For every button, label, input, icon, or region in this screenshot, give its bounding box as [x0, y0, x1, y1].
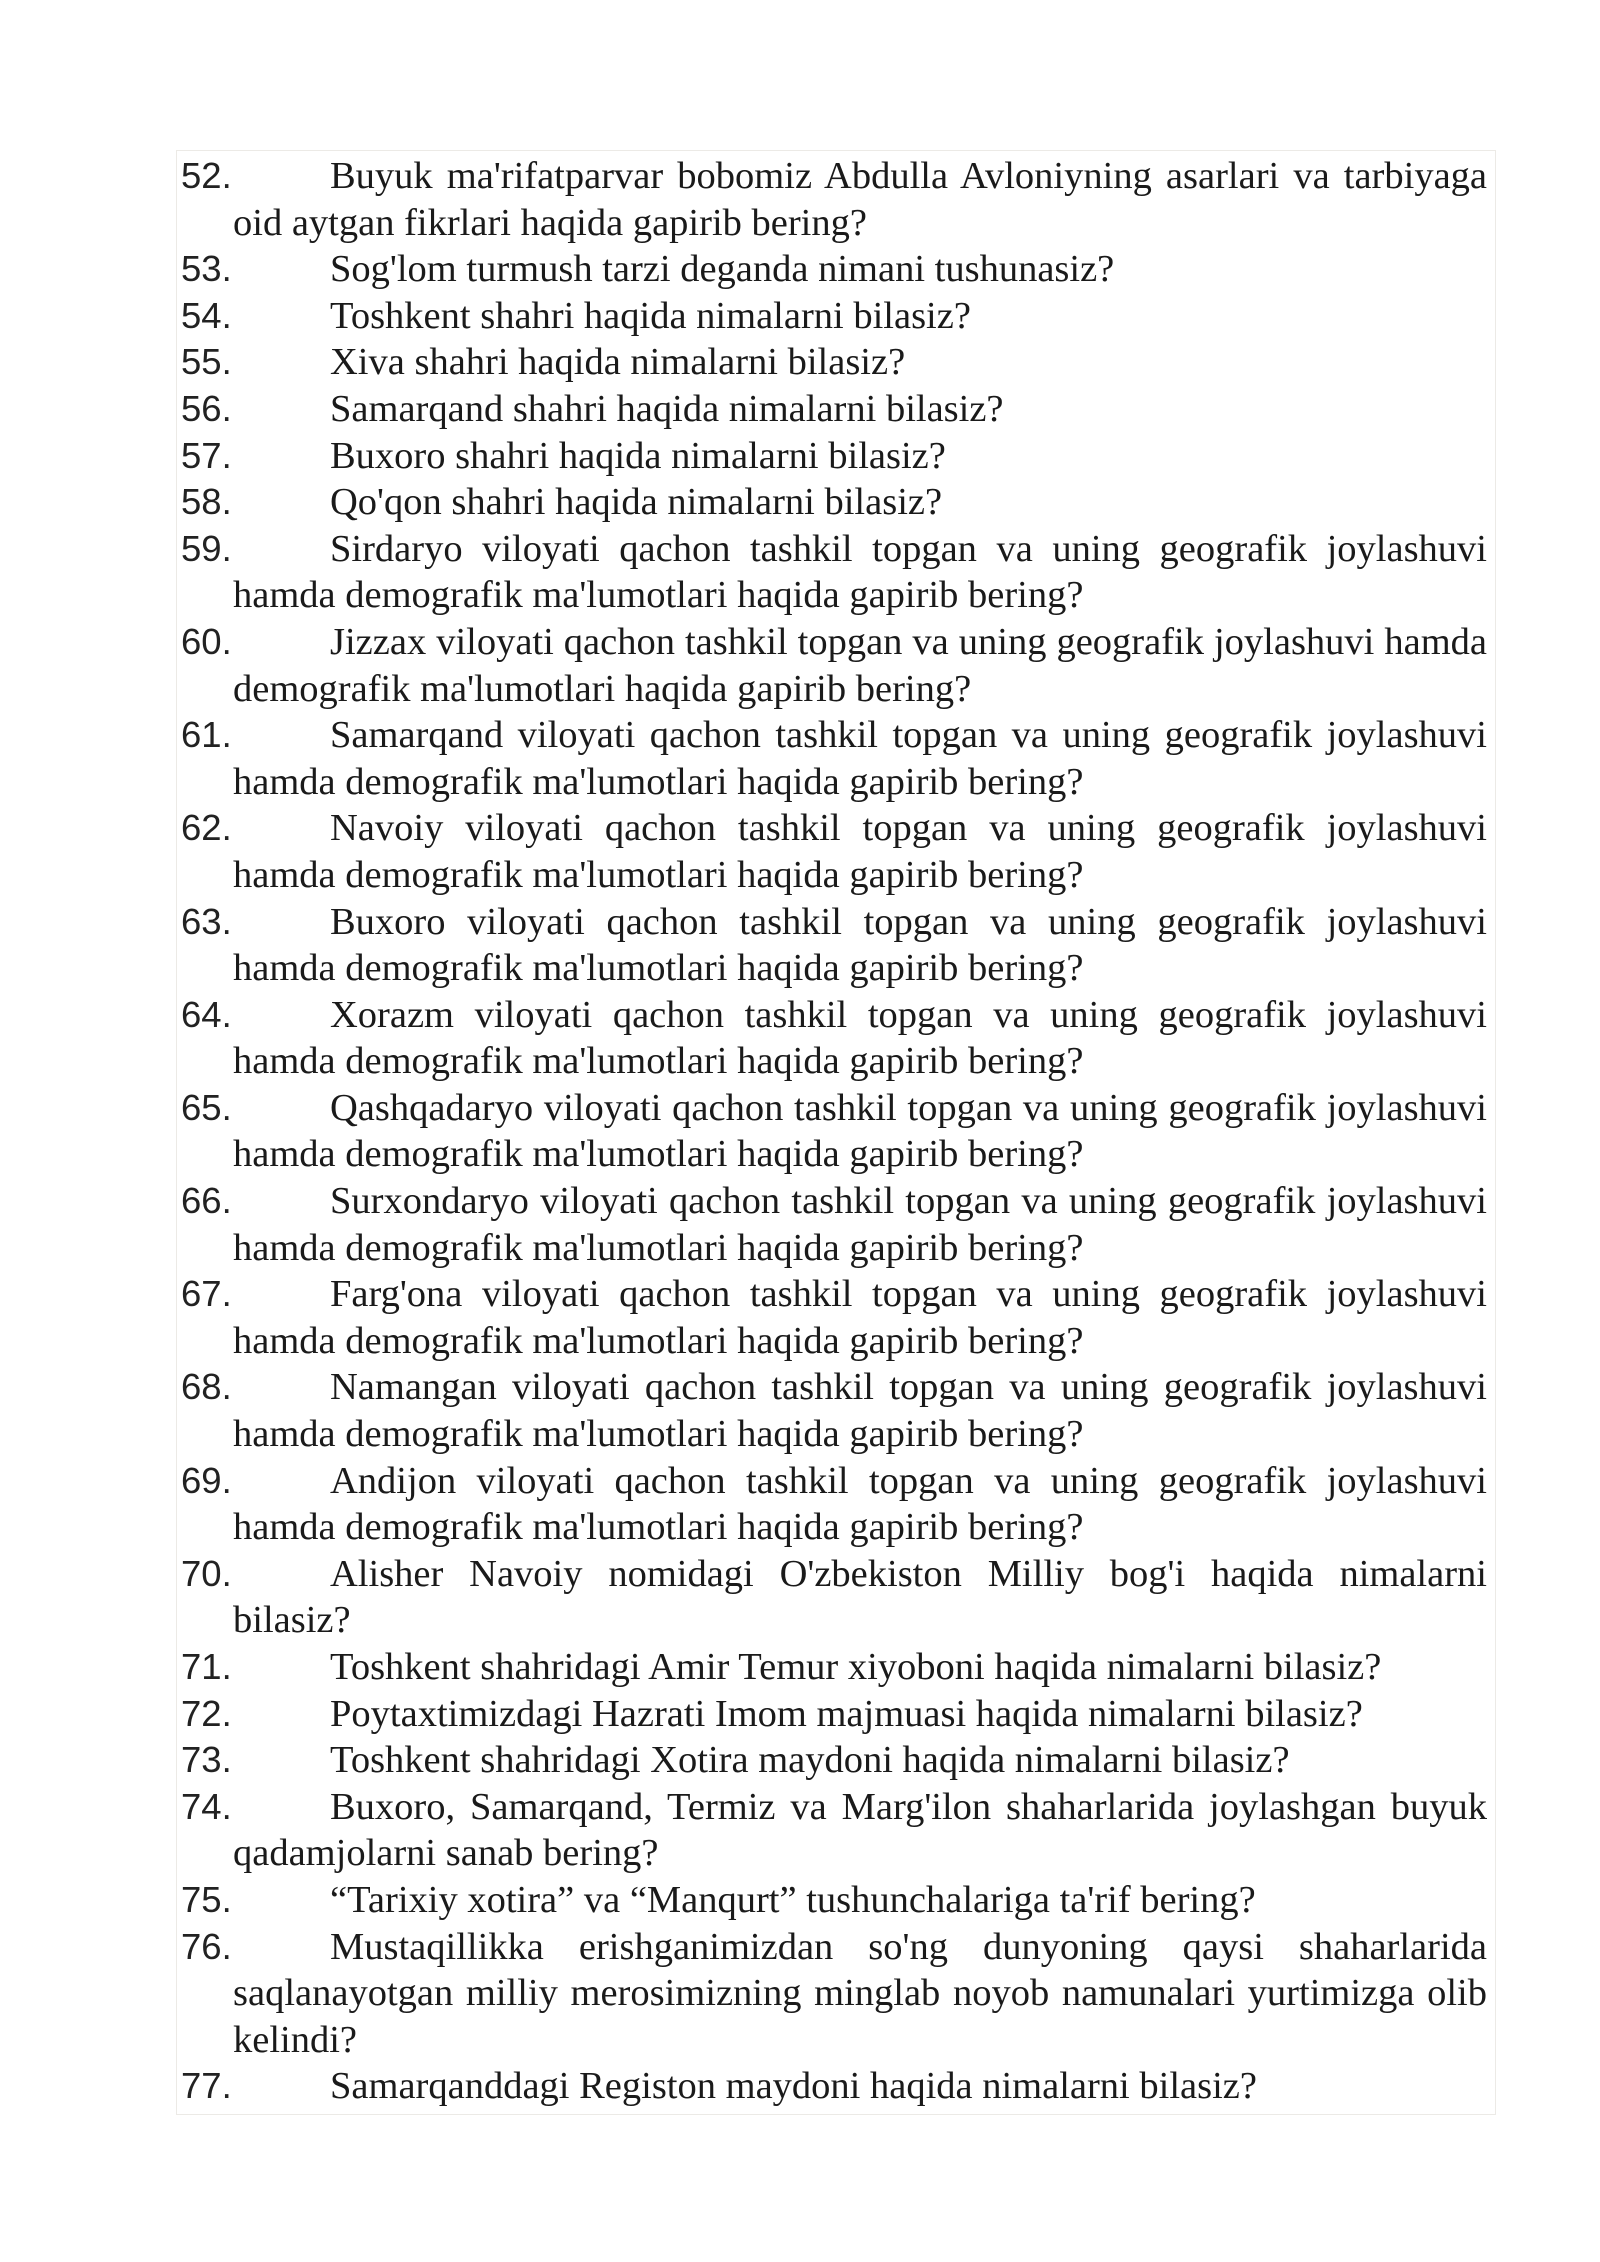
question-text: Xiva shahri haqida nimalarni bilasiz? [330, 341, 906, 384]
question-text: Sirdaryo viloyati qachon tashkil topgan va uning geografik joylashuvi hamda demografik ma'lumotlari haqida gapirib bering? [233, 527, 1487, 617]
question-item [181, 712, 1487, 805]
question-number: 52. [181, 155, 232, 196]
question-text: Buxoro viloyati qachon tashkil topgan va uning geografik joylashuvi hamda demografik ma'lumotlari haqida gapirib bering? [233, 900, 1487, 990]
question-number: 73. [181, 1739, 232, 1781]
question-item [181, 339, 1487, 386]
question-text: Farg'ona viloyati qachon tashkil topgan va uning geografik joylashuvi hamda demografik ma'lumotlari haqida gapirib bering? [233, 1273, 1487, 1362]
question-number: 62. [181, 807, 232, 849]
question-number: 67. [181, 1273, 232, 1315]
question-number: 75. [181, 1878, 232, 1920]
question-text: Buxoro, Samarqand, Termiz va Marg'ilon shaharlarida joylashgan buyuk qadamjolarni sanab bering? [233, 1785, 1487, 1875]
question-number: 71. [181, 1646, 232, 1687]
question-number: 72. [181, 1692, 232, 1734]
question-item [181, 526, 1487, 619]
question-number: 64. [181, 993, 232, 1035]
question-text: Surxondaryo viloyati qachon tashkil topgan va uning geografik joylashuvi hamda demografik ma'lumotlari haqida gapirib bering? [233, 1180, 1487, 1269]
question-text: Buyuk ma'rifatparvar bobomiz Abdulla Avloniyning asarlari va tarbiyaga oid aytgan fikrlari haqida gapirib bering? [233, 155, 1487, 244]
question-text: Mustaqillikka erishganimizdan so'ng dunyoning qaysi shaharlarida saqlanayotgan milliy merosimizning minglab noyob namunalari yurtimizga olib kelindi? [233, 1925, 1487, 2061]
question-item [181, 1085, 1487, 1178]
question-text: Jizzax viloyati qachon tashkil topgan va uning geografik joylashuvi hamda demografik ma'lumotlari haqida gapirib bering? [233, 620, 1487, 710]
question-text: Qashqadaryo viloyati qachon tashkil topgan va uning geografik joylashuvi hamda demografik ma'lumotlari haqida gapirib bering? [233, 1086, 1487, 1176]
question-number: 77. [181, 2065, 232, 2107]
question-text: Andijon viloyati qachon tashkil topgan va uning geografik joylashuvi hamda demografik ma'lumotlari haqida gapirib bering? [233, 1459, 1487, 1549]
question-item [181, 1924, 1487, 2064]
question-item [181, 619, 1487, 712]
question-item [181, 1691, 1487, 1738]
question-number: 55. [181, 341, 232, 383]
question-list [176, 150, 1496, 2115]
question-item [181, 433, 1487, 480]
question-text: Toshkent shahridagi Amir Temur xiyoboni haqida nimalarni bilasiz? [330, 1646, 1382, 1688]
question-text: Samarqand shahri haqida nimalarni bilasiz? [330, 387, 1004, 430]
question-item [181, 479, 1487, 526]
question-number: 63. [181, 900, 232, 942]
question-number: 59. [181, 527, 232, 569]
question-item [181, 1877, 1487, 1924]
question-item [181, 899, 1487, 992]
question-item [181, 805, 1487, 898]
question-item [181, 1271, 1487, 1364]
question-item [181, 1458, 1487, 1551]
question-text: Buxoro shahri haqida nimalarni bilasiz? [330, 434, 946, 477]
question-number: 68. [181, 1366, 232, 1408]
question-item [181, 1784, 1487, 1877]
question-text: Namangan viloyati qachon tashkil topgan va uning geografik joylashuvi hamda demografik ma'lumotlari haqida gapirib bering? [233, 1366, 1487, 1456]
question-number: 53. [181, 248, 232, 290]
question-text: Toshkent shahri haqida nimalarni bilasiz? [330, 294, 971, 337]
question-number: 69. [181, 1459, 232, 1501]
question-number: 56. [181, 387, 232, 429]
question-number: 76. [181, 1925, 232, 1967]
question-item [181, 2063, 1487, 2110]
question-number: 70. [181, 1552, 232, 1594]
question-item [181, 1364, 1487, 1457]
question-number: 57. [181, 434, 232, 476]
question-item [181, 293, 1487, 340]
question-number: 65. [181, 1086, 232, 1128]
question-text: Samarqanddagi Registon maydoni haqida nimalarni bilasiz? [330, 2065, 1257, 2108]
question-number: 74. [181, 1785, 232, 1827]
question-text: Sog'lom turmush tarzi deganda nimani tushunasiz? [330, 248, 1115, 291]
question-item [181, 386, 1487, 433]
question-item [181, 1178, 1487, 1271]
question-number: 58. [181, 481, 232, 523]
question-number: 54. [181, 294, 232, 336]
question-item [181, 1737, 1487, 1784]
question-text: Xorazm viloyati qachon tashkil topgan va uning geografik joylashuvi hamda demografik ma'lumotlari haqida gapirib bering? [233, 993, 1487, 1083]
question-text: Navoiy viloyati qachon tashkil topgan va uning geografik joylashuvi hamda demografik ma'lumotlari haqida gapirib bering? [233, 807, 1487, 896]
question-text: Samarqand viloyati qachon tashkil topgan va uning geografik joylashuvi hamda demografik ma'lumotlari haqida gapirib bering? [233, 714, 1487, 803]
question-item [181, 153, 1487, 246]
question-item [181, 246, 1487, 293]
question-number: 61. [181, 714, 232, 756]
question-number: 60. [181, 620, 232, 662]
question-item [181, 1644, 1487, 1691]
question-text: Poytaxtimizdagi Hazrati Imom majmuasi haqida nimalarni bilasiz? [330, 1692, 1363, 1735]
question-text: Qo'qon shahri haqida nimalarni bilasiz? [330, 481, 943, 524]
question-text: “Tarixiy xotira” va “Manqurt” tushunchalariga ta'rif bering? [330, 1878, 1256, 1921]
question-item [181, 992, 1487, 1085]
question-item [181, 1551, 1487, 1644]
question-text: Toshkent shahridagi Xotira maydoni haqida nimalarni bilasiz? [330, 1739, 1290, 1782]
question-text: Alisher Navoiy nomidagi O'zbekiston Milliy bog'i haqida nimalarni bilasiz? [233, 1552, 1487, 1642]
question-number: 66. [181, 1180, 232, 1222]
